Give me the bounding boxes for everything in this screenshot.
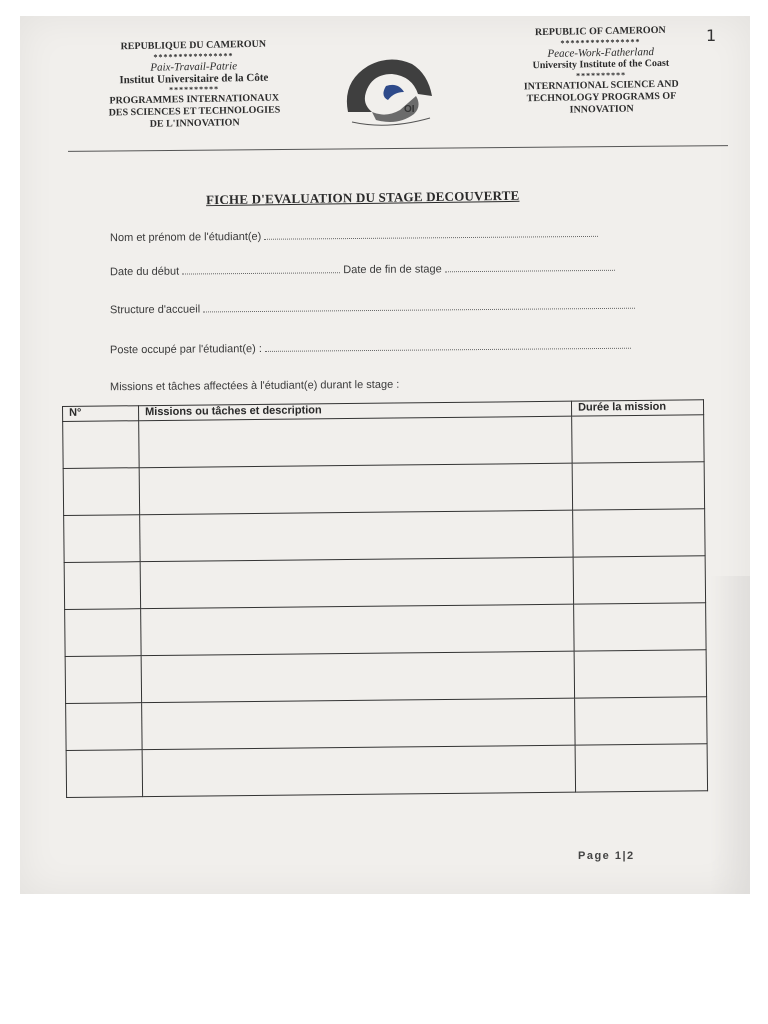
programs-fr-2: DES SCIENCES ET TECHNOLOGIES: [108, 104, 281, 119]
stars-separator: **********: [169, 84, 220, 95]
start-date-line[interactable]: [182, 264, 340, 274]
programs-en-2: TECHNOLOGY PROGRAMS OF: [526, 90, 677, 105]
missions-intro: Missions et tâches affectées à l'étudiant(e) durant le stage :: [109, 378, 400, 394]
number-cell[interactable]: [66, 750, 142, 798]
number-cell[interactable]: [64, 515, 140, 563]
mission-cell[interactable]: [140, 557, 573, 609]
programs-en-1: INTERNATIONAL SCIENCE AND: [523, 78, 679, 93]
number-cell[interactable]: [63, 421, 139, 469]
table-row: [64, 556, 705, 610]
table-row: [65, 650, 706, 704]
end-date-label: Date de fin de stage: [343, 263, 442, 277]
table-row: [66, 744, 707, 798]
mission-cell[interactable]: [140, 510, 573, 562]
mission-cell[interactable]: [142, 745, 575, 797]
mission-cell[interactable]: [141, 604, 574, 656]
student-name-label: Nom et prénom de l'étudiant(e): [109, 230, 262, 245]
number-cell[interactable]: [66, 703, 142, 751]
duration-cell[interactable]: [572, 415, 704, 463]
number-cell[interactable]: [63, 468, 139, 516]
position-label: Poste occupé par l'étudiant(e) :: [109, 342, 262, 357]
number-cell[interactable]: [64, 562, 140, 610]
duration-cell[interactable]: [573, 556, 705, 604]
programs-en-3: INNOVATION: [569, 103, 634, 116]
mission-cell[interactable]: [141, 651, 574, 703]
duration-cell[interactable]: [574, 650, 706, 698]
student-name-line[interactable]: [264, 228, 598, 240]
programs-fr-3: DE L'INNOVATION: [149, 117, 240, 130]
number-cell[interactable]: [65, 656, 141, 704]
svg-text:OI: OI: [404, 104, 415, 115]
host-structure-label: Structure d'accueil: [109, 303, 201, 317]
mission-cell[interactable]: [139, 463, 572, 515]
duration-cell[interactable]: [575, 697, 707, 745]
duration-cell[interactable]: [573, 509, 705, 557]
header-right-block: [497, 24, 705, 118]
duration-cell[interactable]: [575, 744, 707, 792]
col-header-number: N°: [63, 406, 139, 422]
end-date-line[interactable]: [445, 262, 615, 272]
page-footer: Page 1|2: [578, 850, 635, 862]
mission-cell[interactable]: [139, 416, 572, 468]
col-header-missions: Missions ou tâches et description: [139, 401, 572, 421]
position-line[interactable]: [265, 340, 631, 352]
table-row: [64, 509, 705, 563]
institute-en: University Institute of the Coast: [532, 57, 670, 72]
programs-fr-1: PROGRAMMES INTERNATIONAUX: [109, 92, 280, 107]
number-cell[interactable]: [65, 609, 141, 657]
country-fr: REPUBLIQUE DU CAMEROUN: [120, 38, 267, 53]
table-row: [63, 462, 704, 516]
table-row: [66, 697, 707, 751]
document-title: FICHE D'EVALUATION DU STAGE DECOUVERTE: [205, 187, 520, 208]
handwritten-page-number: 1: [706, 26, 717, 45]
stars-separator: ****************: [560, 37, 641, 48]
stars-separator: ****************: [153, 51, 234, 62]
missions-table: [62, 399, 708, 792]
institute-logo-icon: [338, 52, 440, 128]
stars-separator: **********: [576, 70, 627, 81]
col-header-duration: Durée la mission: [571, 400, 703, 416]
institute-fr: Institut Universitaire de la Côte: [119, 71, 269, 87]
table-row: [65, 603, 706, 657]
start-date-label: Date du début: [109, 265, 180, 279]
country-en: REPUBLIC OF CAMEROON: [534, 24, 666, 39]
motto-en: Peace-Work-Fatherland: [547, 46, 655, 60]
duration-cell[interactable]: [574, 603, 706, 651]
duration-cell[interactable]: [572, 462, 704, 510]
header-left-block: [85, 38, 303, 132]
mission-cell[interactable]: [142, 698, 575, 750]
table-row: [63, 415, 704, 469]
motto-fr: Paix-Travail-Patrie: [150, 60, 238, 74]
